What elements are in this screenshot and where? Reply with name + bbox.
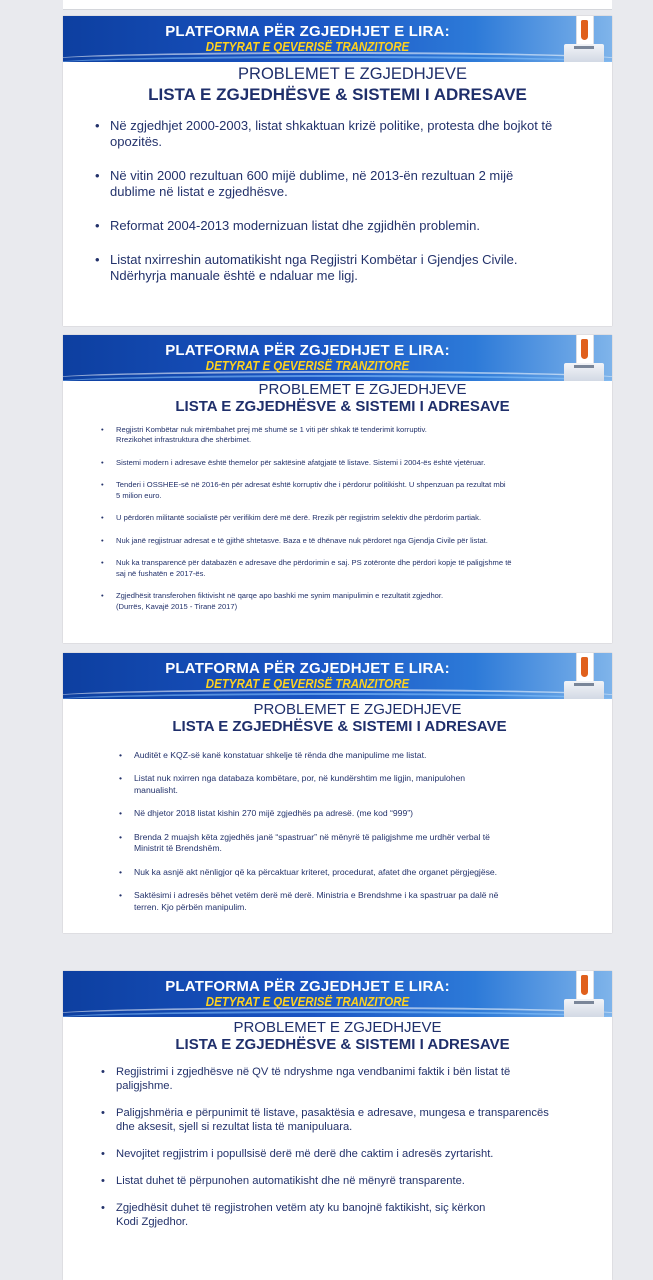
slide-heading: [63, 381, 612, 416]
ballot-box-icon: [560, 971, 604, 1017]
list-item: • Reformat 2004-2013 modernizuan listat dhe zgjidhën problemin.: [110, 218, 592, 234]
banner-title: PLATFORMA PËR ZGJEDHJET E LIRA:: [165, 23, 450, 40]
ballot-box-icon: [560, 653, 604, 699]
slide-heading: [63, 701, 612, 736]
list-item: • Në zgjedhjet 2000-2003, listat shkaktuan krizë politike, protesta dhe bojkot të opozitës.: [110, 118, 592, 150]
slide-2: [63, 335, 612, 643]
list-item: • Listat duhet të përpunohen automatikisht dhe në mënyrë transparente.: [116, 1174, 592, 1188]
list-item: • Në dhjetor 2018 listat kishin 270 mijë zgjedhës pa adresë. (me kod “999”): [134, 808, 592, 820]
slide-banner: [63, 16, 612, 62]
list-item: • Regjistrimi i zgjedhësve në QV të ndryshme nga vendbanimi faktik i bën listat të paligjshme.: [116, 1065, 592, 1093]
slide-banner: [63, 653, 612, 699]
list-item: • Tenderi i OSSHEE-së në 2016-ën për adresat është korruptiv dhe i përdorur politikisht. U shpenzuan pa rezultat mbi 5 milion euro.: [116, 480, 592, 501]
list-item: • Auditët e KQZ-së kanë konstatuar shkelje të rënda dhe manipulime me listat.: [134, 750, 592, 762]
list-item: • Nuk ka transparencë për databazën e adresave dhe përdorimin e saj. PS zotëronte dhe përdori kopje të paligjshme të saj në fushatën e 2017-ës.: [116, 558, 592, 579]
banner-title: PLATFORMA PËR ZGJEDHJET E LIRA:: [165, 342, 450, 359]
list-item: • Paligjshmëria e përpunimit të listave, pasaktësia e adresave, mungesa e transparencës dhe aksesit, sjell si rezultat lista të manipuluara.: [116, 1106, 592, 1134]
heading-line-1: PROBLEMET E ZGJEDHJEVE: [238, 65, 467, 83]
list-item: • Në vitin 2000 rezultuan 600 mijë dublime, në 2013-ën rezultuan 2 mijë dublime në listat e zgjedhësve.: [110, 168, 592, 200]
list-item: • Brenda 2 muajsh këta zgjedhës janë “spastruar” në mënyrë të paligjshme me urdhër verbal të Ministrit të Brendshëm.: [134, 832, 592, 855]
bullet-list: [110, 118, 592, 284]
heading-line-1: PROBLEMET E ZGJEDHJEVE: [233, 1019, 442, 1036]
slide-heading: [63, 65, 612, 105]
list-item: • Saktësimi i adresës bëhet vetëm derë më derë. Ministria e Brendshme i ka spastruar pa dalë në terren. Kjo përbën manipulim.: [134, 890, 592, 913]
list-item: • Listat nuk nxirren nga databaza kombëtare, por, në kundërshtim me ligjin, manipulohen manualisht.: [134, 773, 592, 796]
banner-title: PLATFORMA PËR ZGJEDHJET E LIRA:: [165, 978, 450, 995]
list-item: • Nuk janë regjistruar adresat e të gjithë shtetasve. Baza e të dhënave nuk përdoret nga Gjendja Civile për listat.: [116, 536, 592, 547]
list-item: • U përdorën militantë socialistë për verifikim derë më derë. Rrezik për regjistrim selektiv dhe përdorim partiak.: [116, 513, 592, 524]
list-item: • Sistemi modern i adresave është themelor për saktësinë afatgjatë të listave. Sistemi i 2004-ës është vjetëruar.: [116, 458, 592, 469]
banner-subtitle: DETYRAT E QEVERISË TRANZITORE: [205, 677, 410, 691]
slide-4: [63, 971, 612, 1280]
list-item: • Nevojitet regjistrim i popullsisë derë më derë dhe caktim i adresës zyrtarisht.: [116, 1147, 592, 1161]
ballot-box-icon: [560, 335, 604, 381]
list-item: • Zgjedhësit duhet të regjistrohen vetëm aty ku banojnë faktikisht, siç kërkon Kodi Zgjedhor.: [116, 1201, 592, 1229]
heading-line-1: PROBLEMET E ZGJEDHJEVE: [258, 381, 467, 398]
list-item: • Regjistri Kombëtar nuk mirëmbahet prej më shumë se 1 viti për shkak të tenderimit korruptiv. Rrezikohet infrastruktura dhe shërbimet.: [116, 425, 592, 446]
heading-line-2: LISTA E ZGJEDHËSVE & SISTEMI I ADRESAVE: [172, 718, 507, 736]
banner-subtitle: DETYRAT E QEVERISË TRANZITORE: [205, 995, 410, 1009]
slide-banner: [63, 971, 612, 1017]
heading-line-2: LISTA E ZGJEDHËSVE & SISTEMI I ADRESAVE: [175, 1036, 510, 1054]
previous-slide-edge: [63, 0, 612, 10]
bullet-list: [116, 1065, 592, 1229]
slide-1: [63, 16, 612, 326]
bullet-list: [134, 750, 592, 914]
bullet-list: [116, 425, 592, 613]
slide-heading: [63, 1019, 612, 1054]
banner-subtitle: DETYRAT E QEVERISË TRANZITORE: [205, 359, 410, 373]
heading-line-2: LISTA E ZGJEDHËSVE & SISTEMI I ADRESAVE: [175, 398, 510, 416]
slide-3: [63, 653, 612, 933]
slide-banner: [63, 335, 612, 381]
banner-title: PLATFORMA PËR ZGJEDHJET E LIRA:: [165, 660, 450, 677]
banner-subtitle: DETYRAT E QEVERISË TRANZITORE: [205, 40, 410, 54]
heading-line-1: PROBLEMET E ZGJEDHJEVE: [253, 701, 462, 718]
list-item: • Zgjedhësit transferohen fiktivisht në qarqe apo bashki me synim manipulimin e rezultatit zgjedhor. (Durrës, Kavajë 2015 - Tiranë 2017): [116, 591, 592, 612]
ballot-box-icon: [560, 16, 604, 62]
list-item: • Listat nxirreshin automatikisht nga Regjistri Kombëtar i Gjendjes Civile. Ndërhyrja manuale është e ndaluar me ligj.: [110, 252, 592, 284]
heading-line-2: LISTA E ZGJEDHËSVE & SISTEMI I ADRESAVE: [148, 84, 527, 104]
list-item: • Nuk ka asnjë akt nënligjor që ka përcaktuar kriteret, procedurat, afatet dhe organet përgjegjëse.: [134, 867, 592, 879]
